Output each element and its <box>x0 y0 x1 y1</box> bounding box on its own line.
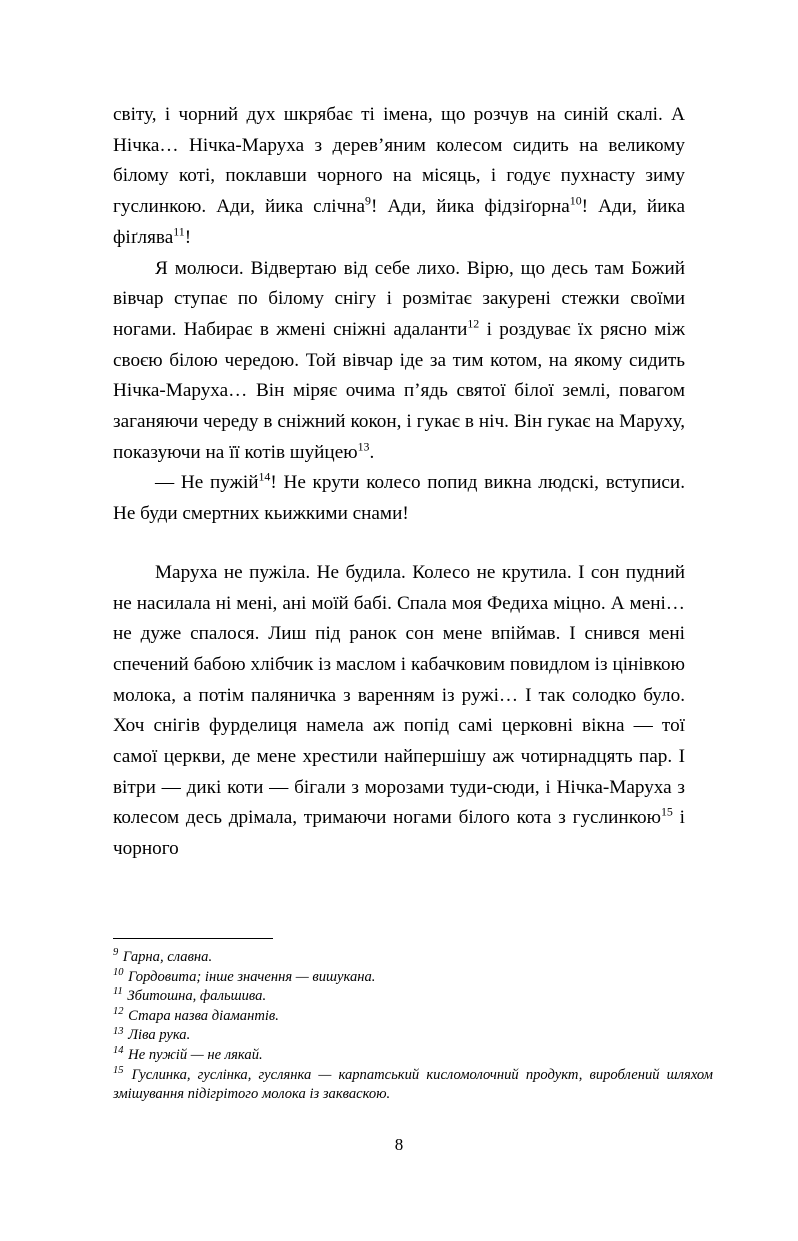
footnote-text: Ліва рука. <box>124 1027 191 1044</box>
footnote-reference[interactable]: 12 <box>467 316 480 331</box>
footnote-text: Не пужій — не лякай. <box>124 1046 263 1063</box>
footnote-text: Гордовита; інше значення — вишукана. <box>124 968 376 985</box>
footnote-number: 11 <box>113 986 123 998</box>
footnote-text: Гуслинка, гуслінка, гуслянка — карпатський кисломолочний продукт, вироблений шляхом змішування підігрітого молока із закваскою. <box>113 1066 713 1103</box>
footnote-number: 10 <box>113 966 124 978</box>
footnote-separator-rule <box>113 938 273 939</box>
footnote-number: 15 <box>113 1064 124 1076</box>
footnote-number: 9 <box>113 947 119 959</box>
footnote-reference[interactable]: 15 <box>660 805 673 820</box>
footnote-number: 13 <box>113 1025 124 1037</box>
footnote-list <box>113 948 713 1105</box>
footnote-text: Збитошна, фальшива. <box>123 988 267 1005</box>
footnote-item <box>113 1007 713 1027</box>
footnote-number: 12 <box>113 1005 124 1017</box>
page-body-text <box>113 100 685 865</box>
body-paragraph: — Не пужій$^{14}$! Не крути колесо попид викна людскі, вступиси. Не буди смертних кьижкими снами! <box>113 470 685 525</box>
footnote-item <box>113 948 713 968</box>
body-paragraph: Маруха не пужіла. Не будила. Колесо не крутила. І сон пудний не насилала ні мені, ані моїй бабі. Спала моя Федиха міцно. А мені… не дуже спалося. Лиш під ранок сон мене впіймав. І снився мені спечений бабою хлібчик із маслом і кабачковим повидлом із цінівкою молока, а потім паляничка з варенням із ружі… І так солодко було. Хоч снігів фурделиця намела аж попід самі церковні вікна — тої самої церкви, де мене хрестили найпершішу аж чотирнадцять пар. І вітри — дикі коти — бігали з морозами туди-сюди, і Нічка-Маруха з колесом десь дрімала, тримаючи ногами білого кота з гуслинкою$^{15}$ і чорного <box>113 561 685 860</box>
footnote-item <box>113 987 713 1007</box>
footnote-text: Гарна, славна. <box>119 949 213 965</box>
footnote-item <box>113 1046 713 1066</box>
page-number: 8 <box>394 1135 404 1154</box>
body-paragraph: Я молюси. Відвертаю від себе лихо. Вірю, що десь там Божий вівчар ступає по білому снігу і розмітає закурені стежки своїми ногами. Набирає в жмені сніжні адаланти$^{12}$ і роздуває їх рясно між своєю білою чередою. Той вівчар іде за тим котом, на якому сидить Нічка-Маруха… Він міряє очима п’ядь святої білої землі, повагом заганяючи череду в сніжний кокон, і гукає в ніч. Він гукає на Маруху, показуючи на її котів шуйцею$^{13}$. <box>113 257 685 463</box>
footnote-item <box>113 968 713 988</box>
footnote-item <box>113 1026 713 1046</box>
body-paragraph: світу, і чорний дух шкрябає ті імена, що розчув на синій скалі. А Нічка… Нічка-Маруха з дерев’яним колесом сидить на великому білому коті, поклавши чорного на місяць, і годує пухнасту зиму гуслинкою. Ади, йика слічна$^9$! Ади, йика фідзіґорна$^{10}$! Ади, йика фіґлява$^{11}$! <box>113 104 685 248</box>
footnote-reference[interactable]: 11 <box>173 224 185 239</box>
footnote-reference[interactable]: 9 <box>365 193 371 208</box>
footnote-reference[interactable]: 10 <box>569 193 582 208</box>
paragraph-spacer <box>113 530 685 558</box>
footnote-reference[interactable]: 14 <box>258 470 271 485</box>
footnote-item <box>113 1066 713 1105</box>
footnote-text: Стара назва діамантів. <box>124 1007 279 1024</box>
footnotes-section <box>113 938 713 1105</box>
footnote-number: 14 <box>113 1045 124 1057</box>
footnote-reference[interactable]: 13 <box>357 439 370 454</box>
